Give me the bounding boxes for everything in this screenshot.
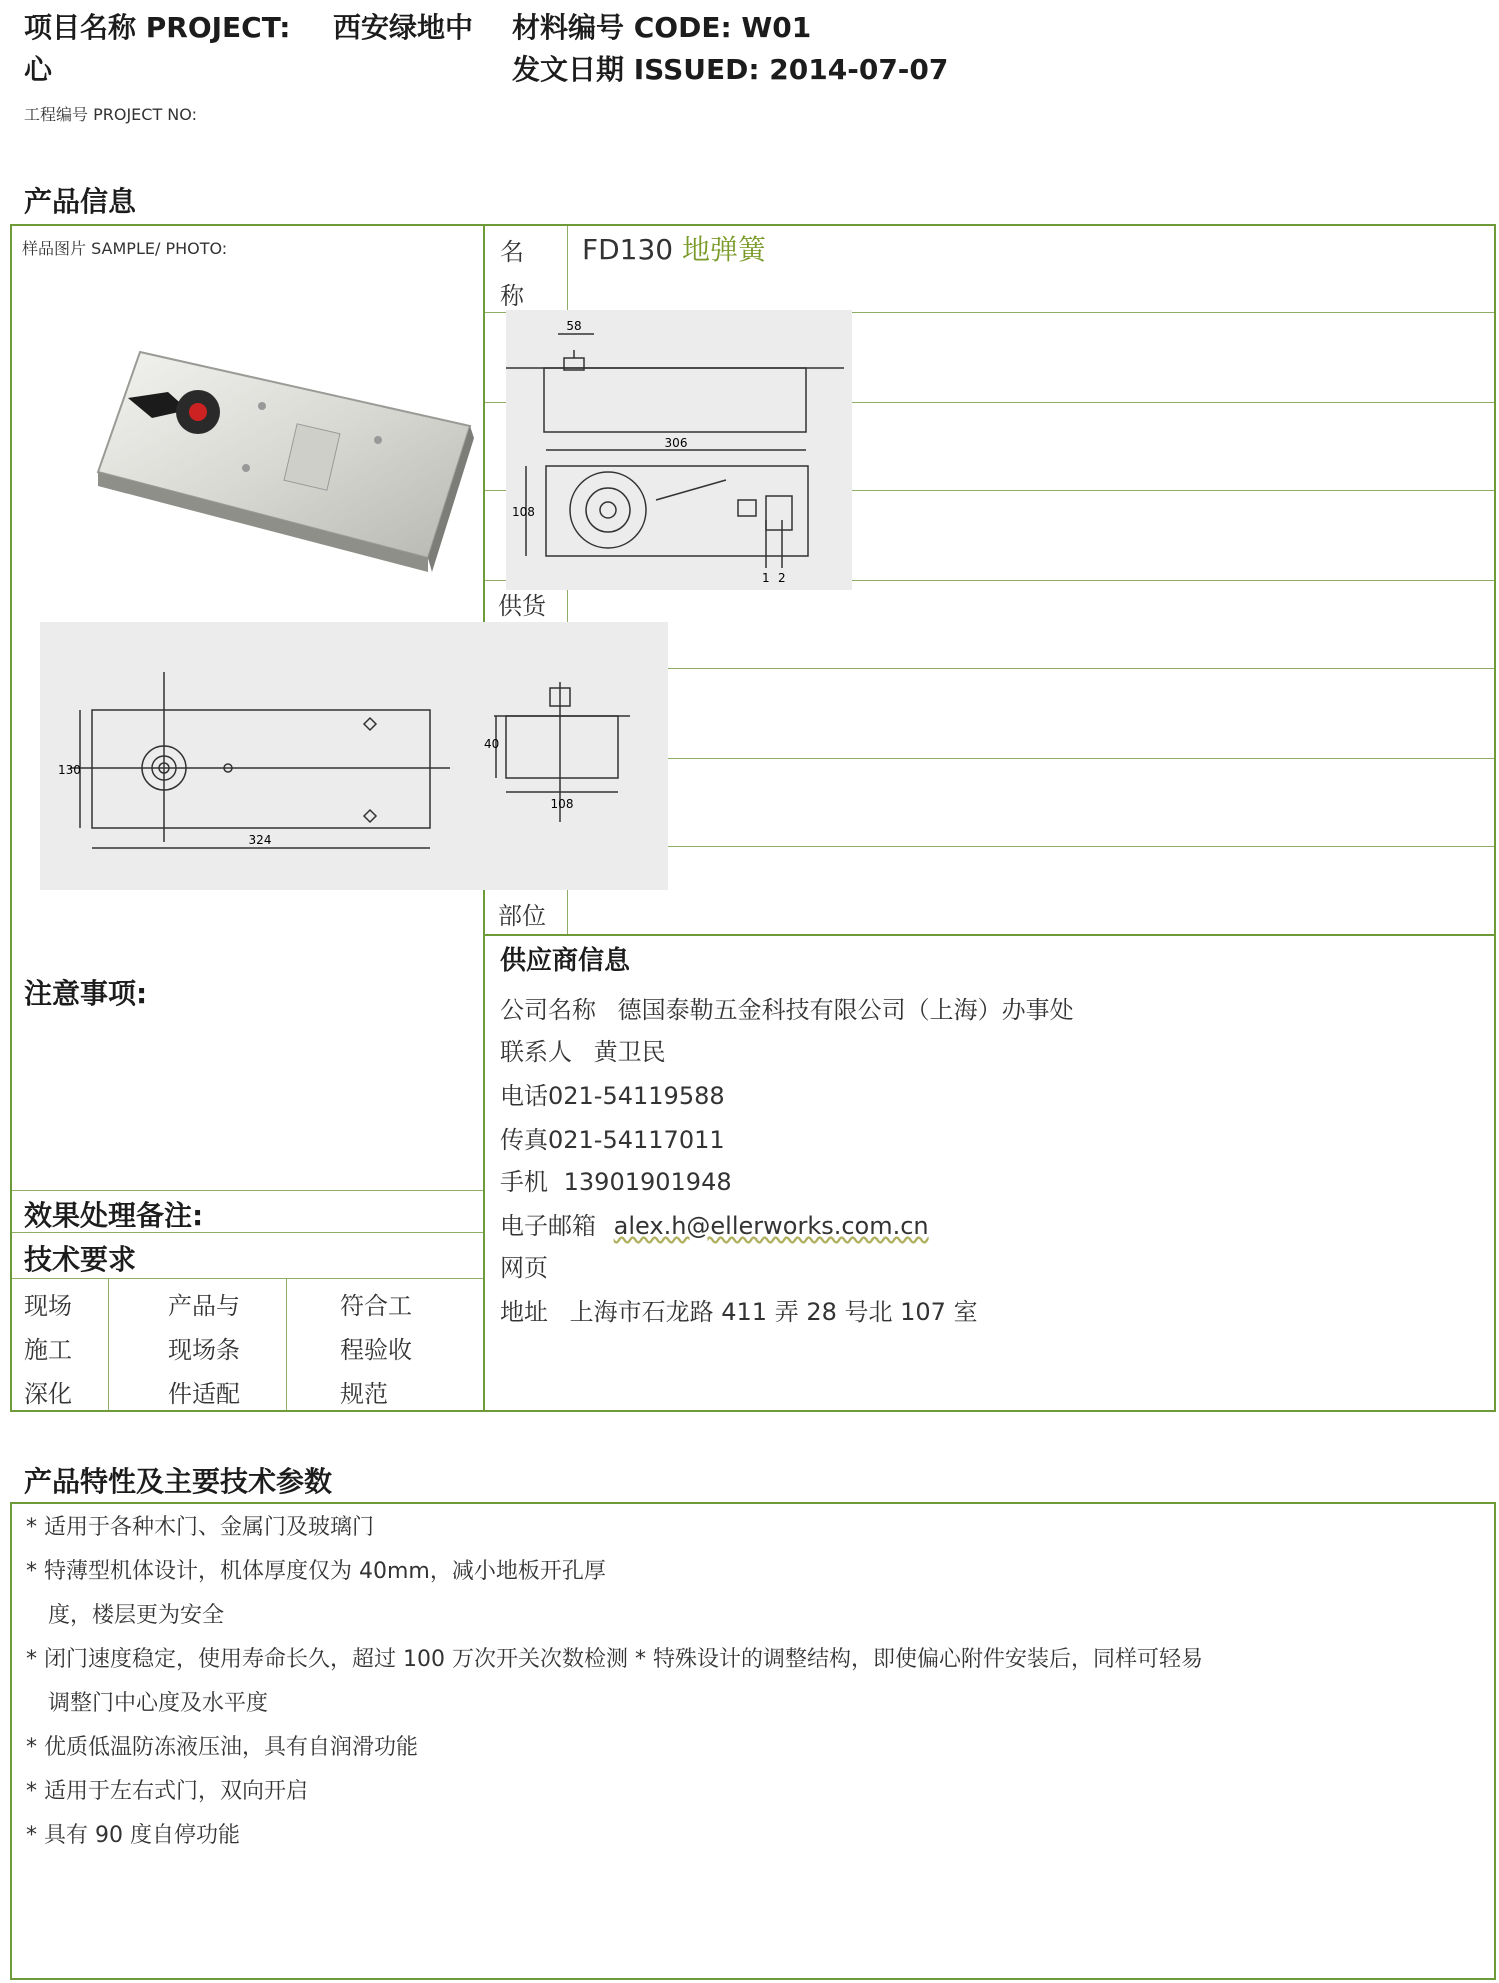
notes-label: 注意事项: [24,977,148,1010]
feature-item: * 特薄型机体设计，机体厚度仅为 40mm，减小地板开孔厚 [26,1559,606,1584]
tech-cell-divider [286,1278,287,1410]
fax-row [500,1120,725,1155]
dim-top-width: 58 [566,319,582,333]
dim-bottom-length: 324 [248,833,272,847]
tech-cell-line: 产品与 [168,1292,240,1320]
contact-row [500,1032,666,1067]
feature-item: 调整门中心度及水平度 [48,1691,269,1716]
mark-1: 1 [762,571,770,585]
tech-cell-line: 施工 [24,1336,72,1364]
project-value-line1: 西安绿地中 [333,11,474,44]
company-row [500,990,1074,1025]
sample-photo-label: 样品图片 SAMPLE/ PHOTO: [22,239,228,258]
tech-cells-top [12,1278,483,1279]
tech-cell-3 [340,1284,412,1416]
tech-cell-1 [24,1284,72,1416]
dim-side-width: 108 [550,797,574,811]
company-value: 德国泰勒五金科技有限公司（上海）办事处 [617,996,1074,1024]
address-row [500,1292,978,1327]
product-name-value [582,228,766,268]
project-value-line2: 心 [24,53,53,86]
mobile-value: 13901901948 [563,1168,732,1196]
effect-label: 效果处理备注: [24,1199,204,1232]
tech-label: 技术要求 [24,1243,137,1276]
tech-cell-line: 符合工 [340,1292,412,1320]
fax-label: 传真 [500,1126,548,1154]
email-row [500,1206,929,1241]
feature-item: * 适用于各种木门、金属门及玻璃门 [26,1515,374,1540]
name-label-1: 名 [500,238,524,266]
email-label: 电子邮箱 [500,1212,596,1240]
supplier-divider [485,934,1494,936]
tech-cell-line: 程验收 [340,1336,412,1364]
product-info-title: 产品信息 [24,185,137,218]
tech-cell-line: 深化 [24,1380,72,1408]
position-label: 部位 [498,902,546,930]
tech-cell-2 [168,1284,240,1416]
address-label: 地址 [500,1298,548,1326]
feature-item: * 适用于左右式门，双向开启 [26,1779,308,1804]
project-no-label: 工程编号 PROJECT NO: [24,105,197,124]
company-label: 公司名称 [500,996,596,1024]
project-label: 项目名称 PROJECT: [24,11,291,44]
mobile-label: 手机 [500,1168,548,1196]
contact-label: 联系人 [500,1038,572,1066]
feature-item: * 优质低温防冻液压油，具有自润滑功能 [26,1735,418,1760]
top-technical-drawing [506,310,852,590]
product-model: FD130 [582,233,674,266]
dim-top-height: 108 [512,505,535,519]
web-label: 网页 [500,1254,548,1282]
tech-cell-line: 规范 [340,1380,388,1408]
dim-bottom-height: 130 [58,763,81,777]
tech-cell-divider [108,1278,109,1410]
features-title: 产品特性及主要技术参数 [24,1465,333,1498]
supplier-title: 供应商信息 [500,946,631,976]
mark-2: 2 [778,571,786,585]
mobile-row [500,1162,732,1197]
email-link[interactable]: alex.h@ellerworks.com.cn [613,1212,929,1240]
tech-cell-line: 现场条 [168,1336,240,1364]
phone-row [500,1076,725,1111]
address-value: 上海市石龙路 411 弄 28 号北 107 室 [569,1298,978,1326]
feature-item: * 具有 90 度自停功能 [26,1823,240,1848]
tech-cell-line: 现场 [24,1292,72,1320]
feature-item: 度，楼层更为安全 [48,1603,225,1628]
product-type: 地弹簧 [682,233,767,266]
name-label-2: 称 [500,282,524,310]
effect-divider [12,1190,483,1191]
phone-value: 021-54119588 [548,1082,725,1110]
tech-cell-line: 件适配 [168,1380,240,1408]
phone-label: 电话 [500,1082,548,1110]
code-label: 材料编号 CODE: W01 [512,11,812,44]
feature-item: * 闭门速度稳定，使用寿命长久，超过 100 万次开关次数检测 * 特殊设计的调整结构，即使偏心附件安装后，同样可轻易 [26,1647,1203,1672]
contact-value: 黄卫民 [593,1038,666,1066]
dim-top-length: 306 [664,436,688,450]
web-row [500,1248,548,1283]
supply-label: 供货 [498,592,546,620]
floor-spring-photo [90,340,480,580]
issued-label: 发文日期 ISSUED: 2014-07-07 [512,53,949,86]
dim-side-height: 40 [484,737,500,751]
fax-value: 021-54117011 [548,1126,725,1154]
bottom-technical-drawing [40,622,668,890]
